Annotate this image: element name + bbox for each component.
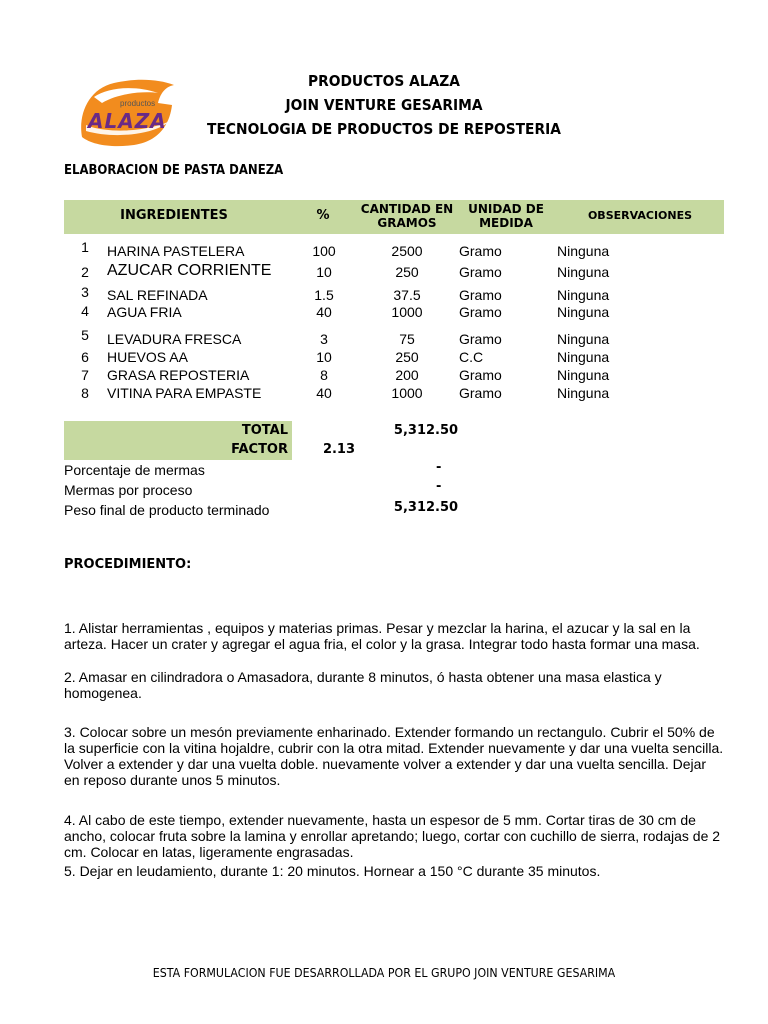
row-ingredient: GRASA REPOSTERIA	[107, 367, 250, 383]
procedure-step-5: 5. Dejar en leudamiento, durante 1: 20 minutos. Hornear a 150 °C durante 35 minutos.	[64, 863, 601, 879]
row-pct: 1.5	[314, 287, 334, 303]
total-label: TOTAL	[241, 423, 288, 438]
row-pct: 10	[316, 349, 332, 365]
row-obs: Ninguna	[557, 349, 610, 365]
procedimiento-title: PROCEDIMIENTO:	[64, 557, 192, 572]
row-ingredient: LEVADURA FRESCA	[107, 331, 242, 347]
row-ingredient: HARINA PASTELERA	[107, 243, 245, 259]
row-ingredient: HUEVOS AA	[107, 349, 188, 365]
row-ingredient: AZUCAR CORRIENTE	[107, 262, 272, 279]
peso-final-label: Peso final de producto terminado	[64, 502, 270, 518]
row-unit: Gramo	[459, 385, 502, 401]
logo-small-text: productos	[120, 99, 156, 108]
row-unit: C.C	[459, 349, 484, 365]
peso-final-value: 5,312.50	[393, 500, 459, 515]
row-obs: Ninguna	[557, 331, 610, 347]
mermas-proceso-label: Mermas por proceso	[64, 482, 193, 498]
row-unit: Gramo	[459, 367, 502, 383]
row-unit: Gramo	[459, 243, 502, 259]
mermas-pct-label: Porcentaje de mermas	[64, 462, 205, 478]
title-line-3: TECNOLOGIA DE PRODUCTOS DE REPOSTERIA	[207, 120, 561, 138]
logo-big-text: ALAZA	[88, 109, 167, 133]
row-qty: 250	[395, 264, 419, 280]
row-unit: Gramo	[459, 331, 502, 347]
row-qty: 1000	[391, 304, 423, 320]
row-qty: 1000	[391, 385, 423, 401]
title-line-1: PRODUCTOS ALAZA	[307, 72, 461, 90]
row-index: 3	[81, 284, 89, 300]
row-pct: 3	[320, 331, 328, 347]
row-index: 4	[81, 303, 89, 319]
title-line-2: JOIN VENTURE GESARIMA	[285, 96, 483, 114]
row-unit: Gramo	[459, 304, 502, 320]
row-index: 5	[81, 327, 89, 343]
recipe-subtitle: ELABORACION DE PASTA DANEZA	[64, 163, 284, 178]
header-observaciones: OBSERVACIONES	[587, 209, 693, 222]
row-ingredient: VITINA PARA EMPASTE	[107, 385, 262, 401]
header-ingredientes: INGREDIENTES	[120, 208, 228, 223]
procedure-step-3: 3. Colocar sobre un mesón previamente enharinado. Extender formando un rectangulo. Cubrir el 50% de la superficie con la vitina hojaldre, cubrir con la otra mitad. Extender nuevamente y dar una vuelta sencilla. Volver a extender y dar una vuelta doble. nuevamente volver a extender y dar una vuelta sencilla. Dejar en reposo durante unos 5 minutos.	[64, 724, 724, 788]
row-qty: 37.5	[393, 287, 421, 303]
row-index: 7	[81, 367, 89, 383]
procedure-step-2: 2. Amasar en cilindradora o Amasadora, durante 8 minutos, ó hasta obtener una masa elastica y homogenea.	[64, 669, 662, 701]
row-obs: Ninguna	[557, 385, 610, 401]
row-pct: 40	[316, 304, 332, 320]
factor-value: 2.13	[322, 442, 356, 457]
row-qty: 250	[395, 349, 419, 365]
row-index: 8	[81, 385, 89, 401]
row-pct: 40	[316, 385, 332, 401]
total-value: 5,312.50	[393, 423, 459, 438]
header-unidad	[456, 202, 556, 230]
row-unit: Gramo	[459, 287, 502, 303]
row-index: 1	[81, 239, 89, 255]
header-unidad-line2: MEDIDA	[479, 216, 533, 230]
row-obs: Ninguna	[557, 304, 610, 320]
mermas-pct-value: -	[436, 460, 442, 475]
procedure-step-4: 4. Al cabo de este tiempo, extender nuevamente, hasta un espesor de 5 mm. Cortar tiras de 30 cm de ancho, colocar fruta sobre la lamina y enrollar apretando; luego, cortar con cuchillo de sierra, rodajas de 2 cm. Colocar en latas, ligeramente engrasadas.	[64, 812, 721, 860]
row-ingredient: SAL REFINADA	[107, 287, 208, 303]
row-qty: 75	[399, 331, 415, 347]
procedure-step-1: 1. Alistar herramientas , equipos y materias primas. Pesar y mezclar la harina, el azucar y la sal en la arteza. Hacer un crater y agregar el agua fria, el color y la grasa. Integrar todo hasta formar una masa.	[64, 620, 700, 652]
row-index: 2	[81, 264, 89, 280]
header-cantidad-line2: GRAMOS	[377, 216, 437, 230]
row-obs: Ninguna	[557, 287, 610, 303]
row-pct: 8	[320, 367, 328, 383]
row-unit: Gramo	[459, 264, 502, 280]
row-pct: 10	[316, 264, 332, 280]
header-pct: %	[316, 208, 330, 223]
factor-label: FACTOR	[231, 442, 288, 457]
row-obs: Ninguna	[557, 264, 610, 280]
header-cantidad	[352, 202, 462, 230]
header-unidad-line1: UNIDAD DE	[468, 202, 544, 216]
row-ingredient: AGUA FRIA	[107, 304, 182, 320]
footer-note: ESTA FORMULACION FUE DESARROLLADA POR EL GRUPO JOIN VENTURE GESARIMA	[152, 966, 616, 980]
row-qty: 2500	[391, 243, 423, 259]
row-index: 6	[81, 349, 89, 365]
mermas-proceso-value: -	[436, 479, 442, 494]
row-qty: 200	[395, 367, 419, 383]
row-obs: Ninguna	[557, 367, 610, 383]
header-cantidad-line1: CANTIDAD EN	[360, 202, 454, 216]
row-obs: Ninguna	[557, 243, 610, 259]
row-pct: 100	[312, 243, 336, 259]
